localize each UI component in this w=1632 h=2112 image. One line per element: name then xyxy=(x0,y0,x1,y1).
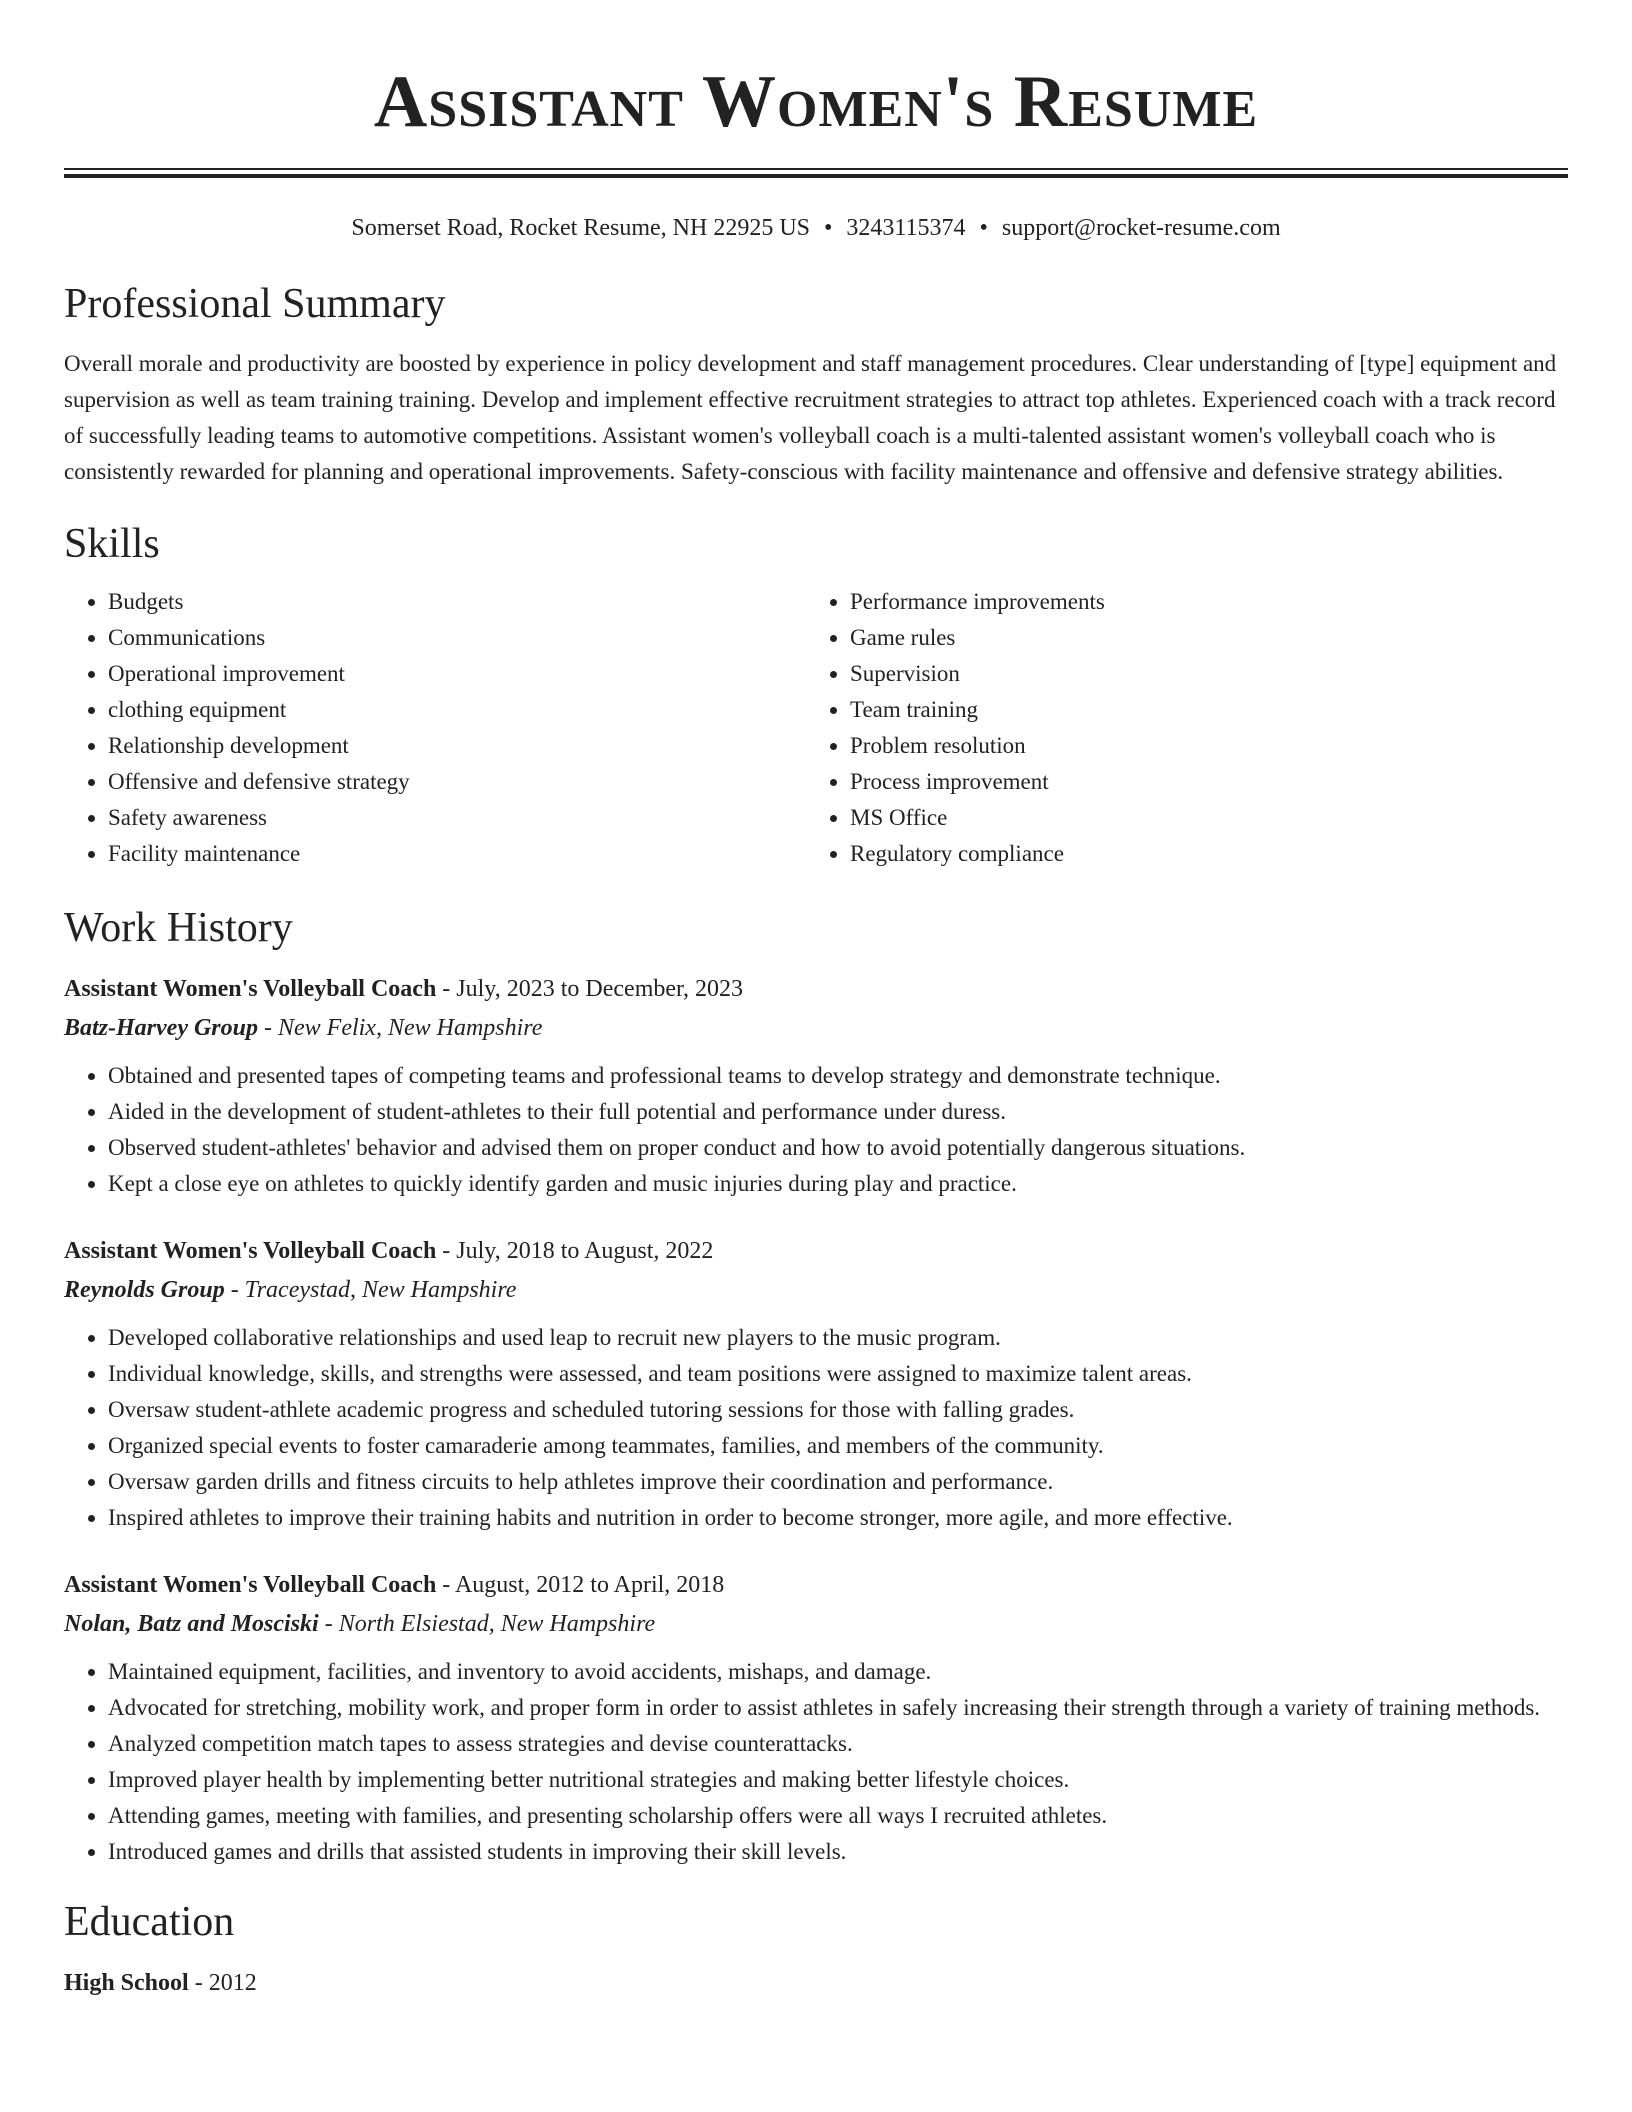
contact-address: Somerset Road, Rocket Resume, NH 22925 US xyxy=(351,215,810,241)
education-heading: Education xyxy=(64,1899,235,1945)
job-dates: - August, 2012 to April, 2018 xyxy=(436,1572,725,1598)
contact-email: support@rocket-resume.com xyxy=(1001,215,1281,241)
job-bullet: • Kept a close eye on athletes to quickly identify garden and music injuries during play and practice. xyxy=(108,1166,1568,1202)
job-organization xyxy=(64,1008,1568,1048)
resume-page xyxy=(64,0,1568,2002)
job-company: Batz-Harvey Group xyxy=(64,1015,258,1041)
skill-item: • Team training xyxy=(850,692,1548,728)
job-header xyxy=(64,970,1568,1008)
job-bullets xyxy=(64,1058,1568,1202)
skills-heading: Skills xyxy=(64,521,160,567)
job-bullet: • Aided in the development of student-athletes to their full potential and performance under duress. xyxy=(108,1094,1568,1130)
job-entry xyxy=(64,1232,1568,1536)
summary-heading: Professional Summary xyxy=(64,281,446,327)
education-year: - 2012 xyxy=(188,1970,257,1996)
job-bullets xyxy=(64,1320,1568,1536)
skill-item: • Performance improvements xyxy=(850,584,1548,620)
contact-phone: 3243115374 xyxy=(846,215,966,241)
title-divider xyxy=(64,168,1568,178)
skill-item: • Facility maintenance xyxy=(108,836,806,872)
job-bullet: • Advocated for stretching, mobility work, and proper form in order to assist athletes in safely increasing their strength through a variety of training methods. xyxy=(108,1690,1568,1726)
skill-item: • Operational improvement xyxy=(108,656,806,692)
skill-item: • Problem resolution xyxy=(850,728,1548,764)
skill-item: • Relationship development xyxy=(108,728,806,764)
job-organization xyxy=(64,1270,1568,1310)
skills-column-left xyxy=(64,584,806,872)
job-bullet: • Developed collaborative relationships and used leap to recruit new players to the music program. xyxy=(108,1320,1568,1356)
skill-item: • Offensive and defensive strategy xyxy=(108,764,806,800)
job-bullet: • Observed student-athletes' behavior and advised them on proper conduct and how to avoid potentially dangerous situations. xyxy=(108,1130,1568,1166)
job-entry xyxy=(64,1566,1568,1870)
job-dates: - July, 2023 to December, 2023 xyxy=(436,976,744,1002)
skills-grid xyxy=(64,584,1568,872)
job-role: Assistant Women's Volleyball Coach xyxy=(64,1238,437,1264)
contact-line xyxy=(64,212,1568,244)
job-header xyxy=(64,1232,1568,1270)
skill-item: • Game rules xyxy=(850,620,1548,656)
job-entry xyxy=(64,970,1568,1202)
job-organization xyxy=(64,1604,1568,1644)
job-bullets xyxy=(64,1654,1568,1870)
skill-item: • Communications xyxy=(108,620,806,656)
job-location: - New Felix, New Hampshire xyxy=(258,1015,543,1041)
summary-text: Overall morale and productivity are boosted by experience in policy development and staff management procedures. Clear understanding of [type] equipment and supervision as well as team training training. Develop and implement effective recruitment strategies to attract top athletes. Experienced coach with a track record of successfully leading teams to automotive competitions. Assistant women's volleyball coach is a multi-talented assistant women's volleyball coach who is consistently rewarded for planning and operational improvements. Safety-conscious with facility maintenance and offensive and defensive strategy abilities. xyxy=(64,351,1557,484)
contact-separator: • xyxy=(824,215,833,241)
education-entry xyxy=(64,1964,1568,2002)
skill-item: • Process improvement xyxy=(850,764,1548,800)
skill-item: • Supervision xyxy=(850,656,1548,692)
work-history-heading: Work History xyxy=(64,905,293,951)
job-dates: - July, 2018 to August, 2022 xyxy=(436,1238,714,1264)
job-location: - North Elsiestad, New Hampshire xyxy=(318,1611,656,1637)
skill-item: • Safety awareness xyxy=(108,800,806,836)
job-role: Assistant Women's Volleyball Coach xyxy=(64,976,437,1002)
skills-column-right xyxy=(806,584,1548,872)
education-degree: High School xyxy=(64,1970,189,1996)
contact-separator: • xyxy=(979,215,988,241)
skill-item: • clothing equipment xyxy=(108,692,806,728)
job-bullet: • Individual knowledge, skills, and strengths were assessed, and team positions were assigned to maximize talent areas. xyxy=(108,1356,1568,1392)
resume-title: Assistant Women's Resume xyxy=(373,61,1259,143)
job-header xyxy=(64,1566,1568,1604)
job-bullet: • Improved player health by implementing better nutritional strategies and making better lifestyle choices. xyxy=(108,1762,1568,1798)
job-location: - Traceystad, New Hampshire xyxy=(224,1277,517,1303)
job-role: Assistant Women's Volleyball Coach xyxy=(64,1572,437,1598)
skill-item: • Budgets xyxy=(108,584,806,620)
skill-item: • Regulatory compliance xyxy=(850,836,1548,872)
job-company: Nolan, Batz and Mosciski xyxy=(64,1611,319,1637)
skill-item: • MS Office xyxy=(850,800,1548,836)
job-company: Reynolds Group xyxy=(64,1277,225,1303)
job-bullet: • Inspired athletes to improve their training habits and nutrition in order to become stronger, more agile, and more effective. xyxy=(108,1500,1568,1536)
job-bullet: • Attending games, meeting with families, and presenting scholarship offers were all ways I recruited athletes. xyxy=(108,1798,1568,1834)
job-bullet: • Oversaw student-athlete academic progress and scheduled tutoring sessions for those with falling grades. xyxy=(108,1392,1568,1428)
job-bullet: • Obtained and presented tapes of competing teams and professional teams to develop strategy and demonstrate technique. xyxy=(108,1058,1568,1094)
job-bullet: • Introduced games and drills that assisted students in improving their skill levels. xyxy=(108,1834,1568,1870)
job-bullet: • Analyzed competition match tapes to assess strategies and devise counterattacks. xyxy=(108,1726,1568,1762)
job-bullet: • Organized special events to foster camaraderie among teammates, families, and members of the community. xyxy=(108,1428,1568,1464)
job-bullet: • Oversaw garden drills and fitness circuits to help athletes improve their coordination and performance. xyxy=(108,1464,1568,1500)
job-bullet: • Maintained equipment, facilities, and inventory to avoid accidents, mishaps, and damage. xyxy=(108,1654,1568,1690)
